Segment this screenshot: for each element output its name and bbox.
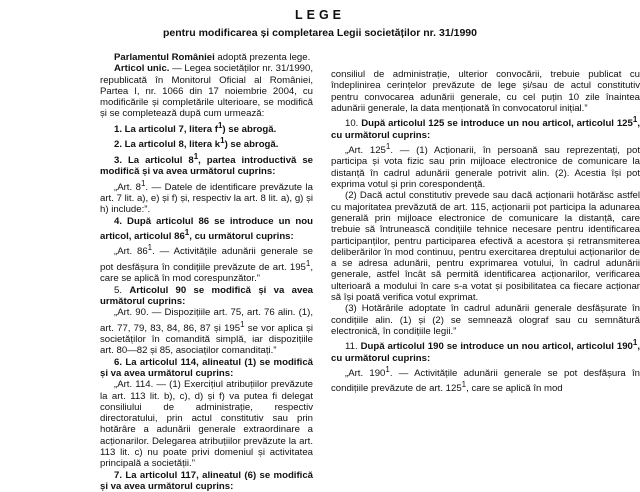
right-paragraph-2: „Art. $125^1$. — (1) Acționarii, în persoană sau reprezentați, pot participa și vota fizic sau prin mijloace electronice de comunicare la distanță în cadrul adunării generale potrivit alin. (2). Acestia își pot exprima votul și prin corespondență. xyxy=(331,141,640,191)
right-paragraph-6: „Art. $190^1$. — Activitățile adunării generale se pot desfășura în condițiile prevăzute de art. $125^1$, care se aplică în mod xyxy=(331,364,640,395)
left-paragraph-4: 3. La articolul $8^1$, partea introductivă se modifică și va avea următorul cuprins: xyxy=(100,151,313,178)
right-column xyxy=(331,69,640,395)
left-paragraph-0: Parlamentul României adoptă prezenta lege. xyxy=(114,52,311,63)
left-paragraph-2: 1. La articolul 7, litera $f^1$) se abrogă. xyxy=(114,120,277,135)
left-paragraph-6: 4. După articolul 86 se introduce un nou articol, articolul $86^1$, cu următorul cuprins: xyxy=(100,215,313,243)
left-paragraph-11: „Art. 114. — (1) Exercițiul atribuțiilor prevăzute la art. 113 lit. b), c), d) și f) va putea fi delegat consiliului de administrație, respectiv directoratului, prin actul constitutiv sau prin hotărâre a adunării generale extraordinare a acționarilor. Delegarea atribuțiilor prevăzute la art. 113 lit. c) nu poate privi domeniul și activitatea principală a societății.” xyxy=(100,379,313,470)
left-paragraph-10: 6. La articolul 114, alineatul (1) se modifică și va avea următorul cuprins: xyxy=(100,356,313,379)
right-paragraph-0: consiliul de administrație, ulterior convocării, trebuie publicat cu îndeplinirea cerințelor prevăzute de lege și/sau de actul constitutiv pentru convocarea adunării generale, cu cel puțin 10 zile înaintea adunării generale, la data menționată în convocatorul inițial.” xyxy=(331,69,640,114)
law-title: LEGE xyxy=(294,8,346,22)
right-paragraph-4: (3) Hotărârile adoptate în cadrul adunării generale desfășurate în condițiile alin. (1) și (2) se semnează olograf sau cu semnătură electronică, în condițiile legii.” xyxy=(331,303,640,337)
law-subtitle: pentru modificarea și completarea Legii societăților nr. 31/1990 xyxy=(163,27,477,39)
left-paragraph-1: Articol unic. — Legea societăților nr. 31/1990, republicată în Monitorul Oficial al României, Partea I, nr. 1066 din 17 noiembrie 2004, cu modificările și completările ulterioare, se modifică și se completează după cum urmează: xyxy=(100,63,313,120)
left-paragraph-7: „Art. $86^1$. — Activitățile adunării generale se pot desfășura în condițiile prevăzute de art. $195^1$, care se aplică în mod corespunzător.” xyxy=(100,243,313,285)
left-paragraph-9: „Art. 90. — Dispozițiile art. 75, art. 76 alin. (1), art. 77, 79, 83, 84, 86, 87 și $195^1$ se vor aplica și societăților în comandită simplă, iar dispozițiile art. 80—82 și 85, asociaților comanditați.” xyxy=(100,307,313,357)
right-paragraph-3: (2) Dacă actul constitutiv prevede sau dacă acționarii hotărăsc astfel cu majoritatea prevăzută de art. 115, acționarii pot participa la adunarea generală prin mijloace electronice de comunicare la distanță, care trebuie să întrunească condițiile tehnice necesare pentru identificarea participanților, pentru participarea efectivă a acestora și retransmiterea deliberărilor în mod continuu, pentru exercitarea dreptului acționarilor de a se adresa adunării, pentru exprimarea votului, în cadrul adunării generale, astfel încât să permită identificarea acționarilor, verificarea ulterioară a modului în care s-a votat și posibilitatea ca fiecare acționar să își poată verifica votul exprimat. xyxy=(331,190,640,304)
right-paragraph-5: 11. După articolul 190 se introduce un nou articol, articolul $190^1$, cu următorul cuprins: xyxy=(331,338,640,364)
left-column xyxy=(100,52,313,492)
left-paragraph-3: 2. La articolul 8, litera $k^1$) se abrogă. xyxy=(114,136,279,151)
left-paragraph-5: „Art. $8^1$. — Datele de identificare prevăzute la art. 7 lit. a), e) și f) și, respectiv la art. 8 lit. a), g) și h) include:”. xyxy=(100,178,313,216)
right-paragraph-1: 10. După articolul 125 se introduce un nou articol, articolul $125^1$, cu următorul cuprins: xyxy=(331,115,640,141)
left-paragraph-8: 5. Articolul 90 se modifică și va avea următorul cuprins: xyxy=(100,284,313,307)
left-paragraph-12: 7. La articolul 117, alineatul (6) se modifică și va avea următorul cuprins: xyxy=(100,469,313,492)
